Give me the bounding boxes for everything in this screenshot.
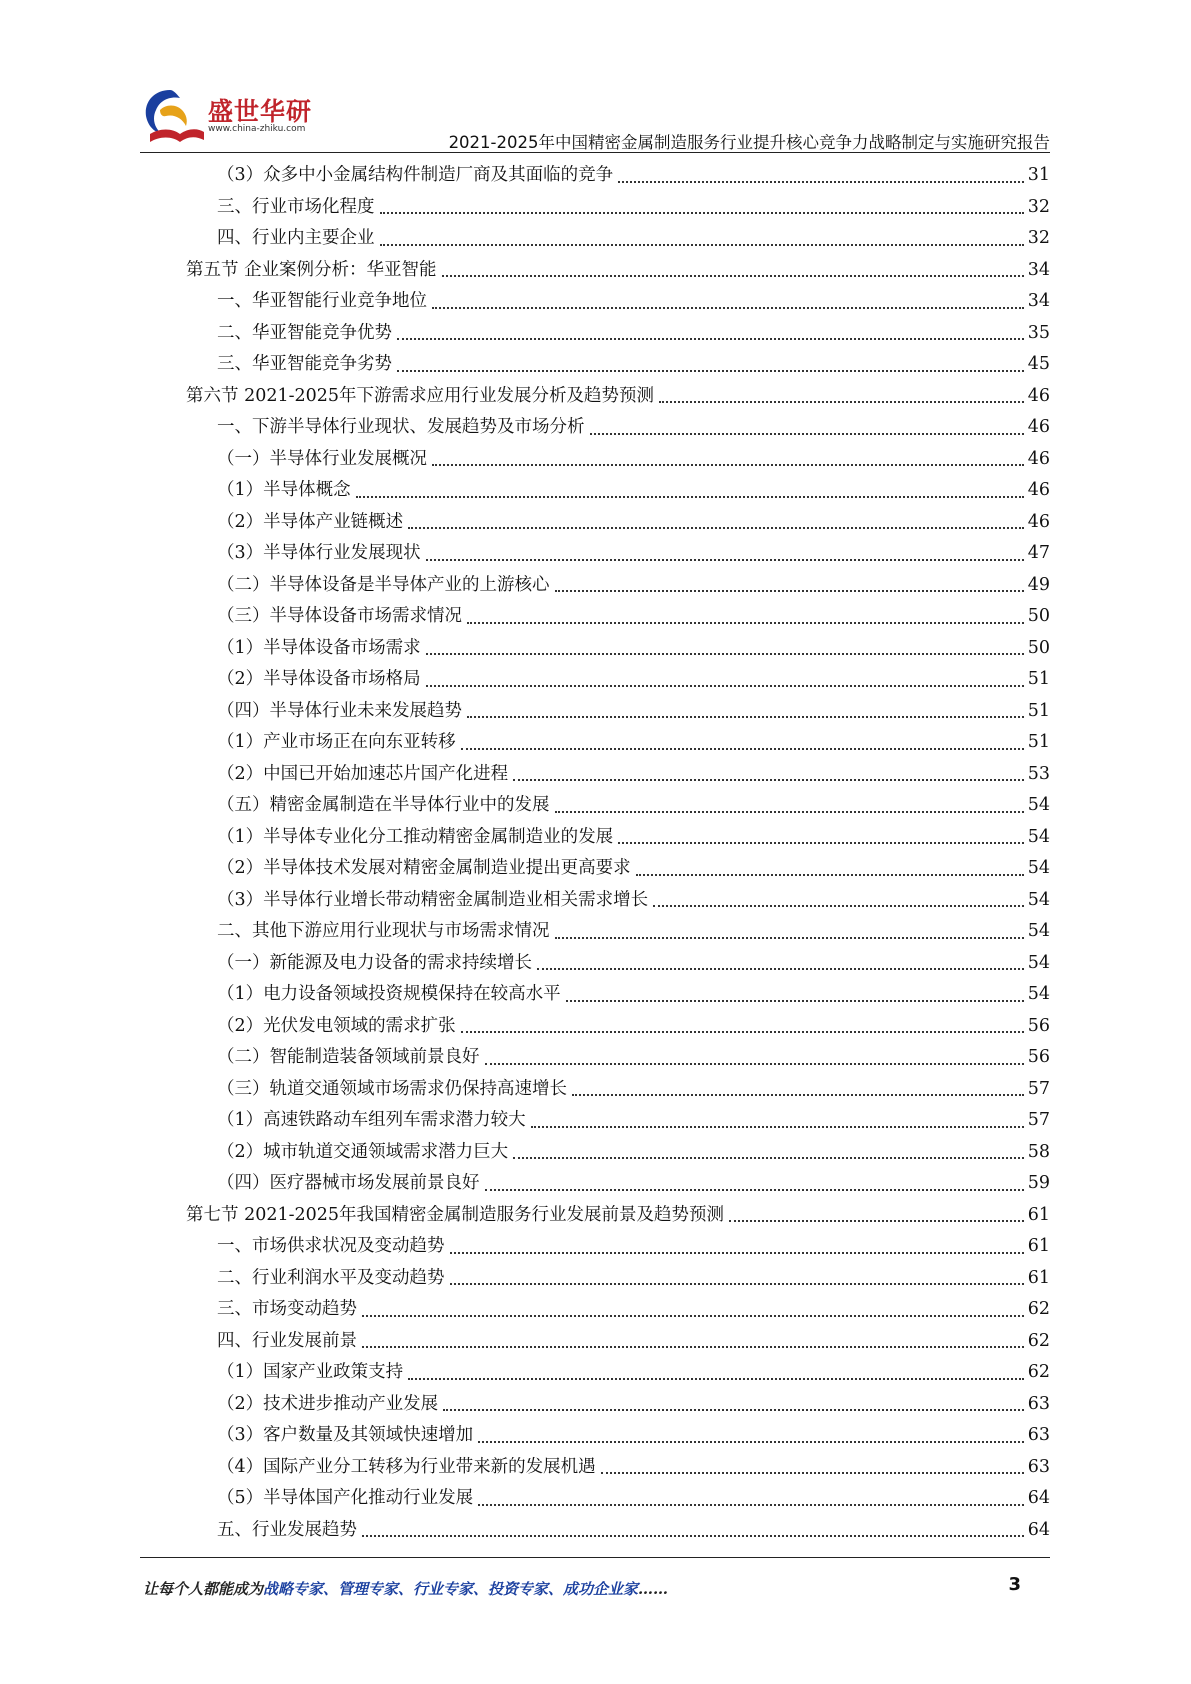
toc-dot-leader xyxy=(450,1252,1024,1254)
toc-entry-title: （1）半导体设备市场需求 xyxy=(217,637,421,658)
toc-entry[interactable] xyxy=(186,1231,1050,1263)
toc-entry-title: （4）国际产业分工转移为行业带来新的发展机遇 xyxy=(217,1456,596,1477)
toc-entry[interactable] xyxy=(186,1420,1050,1452)
toc-entry-page: 63 xyxy=(1027,1456,1050,1477)
toc-entry[interactable] xyxy=(186,1389,1050,1421)
toc-dot-leader xyxy=(397,338,1024,340)
toc-entry[interactable] xyxy=(186,1200,1050,1232)
toc-entry[interactable] xyxy=(186,790,1050,822)
toc-entry-page: 59 xyxy=(1027,1173,1050,1193)
toc-dot-leader xyxy=(467,622,1024,624)
toc-entry-page: 54 xyxy=(1027,826,1050,847)
toc-dot-leader xyxy=(572,1094,1024,1096)
toc-entry-title: （1）国家产业政策支持 xyxy=(217,1362,404,1382)
toc-entry[interactable] xyxy=(186,853,1050,885)
toc-dot-leader xyxy=(555,590,1024,592)
toc-entry[interactable] xyxy=(186,1074,1050,1106)
toc-entry-page: 31 xyxy=(1027,165,1050,185)
toc-entry[interactable] xyxy=(186,1515,1050,1547)
toc-entry[interactable] xyxy=(186,538,1050,570)
toc-entry-title: 三、市场变动趋势 xyxy=(217,1299,357,1319)
toc-dot-leader xyxy=(555,937,1024,939)
toc-entry-page: 63 xyxy=(1027,1425,1050,1445)
toc-dot-leader xyxy=(478,1441,1024,1443)
toc-entry-page: 63 xyxy=(1027,1393,1050,1414)
toc-entry-page: 32 xyxy=(1027,228,1050,248)
toc-entry-page: 53 xyxy=(1027,763,1050,784)
toc-entry-title: （3）半导体行业增长带动精密金属制造业相关需求增长 xyxy=(217,889,649,910)
toc-entry[interactable] xyxy=(186,1294,1050,1326)
footer-divider xyxy=(140,1557,1050,1558)
toc-entry-page: 62 xyxy=(1027,1299,1050,1319)
toc-dot-leader xyxy=(618,181,1024,183)
page-header xyxy=(140,84,1050,154)
toc-dot-leader xyxy=(618,842,1024,844)
toc-dot-leader xyxy=(426,653,1024,655)
toc-entry-title: （2）城市轨道交通领域需求潜力巨大 xyxy=(217,1141,509,1162)
toc-entry-title: （四）半导体行业未来发展趋势 xyxy=(217,700,462,721)
toc-entry[interactable] xyxy=(186,1011,1050,1043)
toc-entry-title: 四、行业发展前景 xyxy=(217,1330,357,1351)
toc-dot-leader xyxy=(426,559,1024,561)
toc-dot-leader xyxy=(636,874,1024,876)
toc-entry[interactable] xyxy=(186,1452,1050,1484)
toc-entry-page: 46 xyxy=(1027,511,1050,532)
toc-dot-leader xyxy=(590,433,1024,435)
toc-entry-title: （1）电力设备领域投资规模保持在较高水平 xyxy=(217,984,561,1004)
toc-entry[interactable] xyxy=(186,916,1050,948)
toc-entry-title: （3）半导体行业发展现状 xyxy=(217,543,421,563)
toc-entry-title: （四）医疗器械市场发展前景良好 xyxy=(217,1173,480,1193)
toc-entry-page: 34 xyxy=(1027,291,1050,311)
toc-entry-page: 51 xyxy=(1027,732,1050,752)
toc-dot-leader xyxy=(467,716,1024,718)
toc-entry-title: （2）半导体设备市场格局 xyxy=(217,669,421,689)
toc-entry-page: 51 xyxy=(1027,669,1050,689)
toc-dot-leader xyxy=(362,1315,1024,1317)
toc-entry-page: 54 xyxy=(1027,984,1050,1004)
toc-entry-title: （2）光伏发电领域的需求扩张 xyxy=(217,1015,456,1036)
toc-dot-leader xyxy=(442,275,1024,277)
toc-entry[interactable] xyxy=(186,286,1050,318)
toc-entry-page: 62 xyxy=(1027,1330,1050,1351)
toc-entry-page: 32 xyxy=(1027,196,1050,217)
toc-entry[interactable] xyxy=(186,1168,1050,1200)
toc-dot-leader xyxy=(478,1504,1024,1506)
toc-entry-page: 61 xyxy=(1027,1267,1050,1288)
toc-entry-page: 56 xyxy=(1027,1047,1050,1067)
toc-dot-leader xyxy=(653,905,1024,907)
slogan-highlight: 战略专家、管理专家、行业专家、投资专家、成功企业家 xyxy=(263,1580,639,1598)
logo-emblem-icon xyxy=(140,84,206,146)
toc-entry[interactable] xyxy=(186,192,1050,224)
toc-entry-title: （一）半导体行业发展概况 xyxy=(217,448,427,469)
toc-entry[interactable] xyxy=(186,727,1050,759)
report-title: 2021-2025年中国精密金属制造服务行业提升核心竞争力战略制定与实施研究报告 xyxy=(448,133,1050,152)
toc-entry-title: 二、行业利润水平及变动趋势 xyxy=(217,1267,445,1288)
toc-entry-page: 58 xyxy=(1027,1141,1050,1162)
toc-entry-title: （1）高速铁路动车组列车需求潜力较大 xyxy=(217,1110,526,1130)
toc-entry-page: 54 xyxy=(1027,889,1050,910)
toc-dot-leader xyxy=(362,1346,1024,1348)
toc-entry-title: （2）中国已开始加速芯片国产化进程 xyxy=(217,763,509,784)
toc-dot-leader xyxy=(537,968,1024,970)
toc-entry[interactable] xyxy=(186,696,1050,728)
toc-entry-page: 64 xyxy=(1027,1488,1050,1508)
toc-dot-leader xyxy=(601,1472,1024,1474)
toc-entry-title: （2）技术进步推动产业发展 xyxy=(217,1393,439,1414)
toc-dot-leader xyxy=(450,1283,1024,1285)
toc-entry-title: （三）半导体设备市场需求情况 xyxy=(217,606,462,626)
toc-entry-title: 三、行业市场化程度 xyxy=(217,196,375,217)
toc-dot-leader xyxy=(432,464,1024,466)
toc-entry[interactable] xyxy=(186,349,1050,381)
logo-url: www.china-zhiku.com xyxy=(208,124,306,134)
toc-dot-leader xyxy=(566,1000,1024,1002)
toc-entry-page: 35 xyxy=(1027,322,1050,343)
toc-entry-title: 四、行业内主要企业 xyxy=(217,228,375,248)
logo-name: 盛世华研 xyxy=(208,97,313,126)
toc-entry[interactable] xyxy=(186,412,1050,444)
toc-entry[interactable] xyxy=(186,885,1050,917)
table-of-contents xyxy=(186,160,1050,1546)
toc-dot-leader xyxy=(443,1409,1024,1411)
header-divider xyxy=(140,152,1050,153)
toc-entry-title: （2）半导体技术发展对精密金属制造业提出更高要求 xyxy=(217,858,631,878)
toc-entry-title: 第五节 企业案例分析：华亚智能 xyxy=(186,259,437,280)
toc-entry-page: 46 xyxy=(1027,417,1050,437)
toc-dot-leader xyxy=(513,1157,1024,1159)
toc-entry-title: （3）客户数量及其领域快速增加 xyxy=(217,1425,474,1445)
toc-dot-leader xyxy=(461,1031,1024,1033)
toc-dot-leader xyxy=(432,307,1024,309)
toc-entry-title: 三、华亚智能竞争劣势 xyxy=(217,354,392,374)
toc-entry-page: 54 xyxy=(1027,952,1050,973)
toc-entry[interactable] xyxy=(186,381,1050,413)
toc-dot-leader xyxy=(485,1063,1024,1065)
toc-entry-page: 34 xyxy=(1027,259,1050,280)
toc-entry-page: 45 xyxy=(1027,354,1050,374)
toc-entry-page: 54 xyxy=(1027,795,1050,815)
company-logo xyxy=(140,84,380,148)
toc-dot-leader xyxy=(555,811,1024,813)
toc-entry-title: 二、其他下游应用行业现状与市场需求情况 xyxy=(217,921,550,941)
toc-entry-page: 57 xyxy=(1027,1078,1050,1099)
toc-entry[interactable] xyxy=(186,1357,1050,1389)
toc-entry-title: 一、下游半导体行业现状、发展趋势及市场分析 xyxy=(217,417,585,437)
toc-dot-leader xyxy=(426,685,1024,687)
toc-entry-title: （2）半导体产业链概述 xyxy=(217,511,404,532)
toc-dot-leader xyxy=(513,779,1024,781)
toc-entry-page: 49 xyxy=(1027,574,1050,595)
toc-entry-page: 54 xyxy=(1027,858,1050,878)
toc-entry-title: 一、市场供求状况及变动趋势 xyxy=(217,1236,445,1256)
toc-entry-page: 61 xyxy=(1027,1236,1050,1256)
page-number: 3 xyxy=(1008,1574,1021,1595)
toc-entry[interactable] xyxy=(186,759,1050,791)
toc-dot-leader xyxy=(485,1189,1024,1191)
toc-dot-leader xyxy=(380,212,1024,214)
toc-entry[interactable] xyxy=(186,1483,1050,1515)
toc-entry[interactable] xyxy=(186,601,1050,633)
toc-entry[interactable] xyxy=(186,160,1050,192)
toc-entry-title: 二、华亚智能竞争优势 xyxy=(217,322,392,343)
toc-entry[interactable] xyxy=(186,223,1050,255)
footer-slogan xyxy=(143,1578,668,1599)
toc-entry[interactable] xyxy=(186,1105,1050,1137)
toc-dot-leader xyxy=(408,527,1024,529)
toc-dot-leader xyxy=(397,370,1024,372)
toc-entry[interactable] xyxy=(186,318,1050,350)
toc-entry-title: 第七节 2021-2025年我国精密金属制造服务行业发展前景及趋势预测 xyxy=(186,1204,725,1225)
toc-entry[interactable] xyxy=(186,633,1050,665)
toc-entry-page: 64 xyxy=(1027,1519,1050,1540)
toc-entry-page: 50 xyxy=(1027,606,1050,626)
toc-entry-page: 47 xyxy=(1027,543,1050,563)
toc-dot-leader xyxy=(356,496,1024,498)
toc-entry-title: （1）产业市场正在向东亚转移 xyxy=(217,732,456,752)
toc-dot-leader xyxy=(531,1126,1024,1128)
toc-entry[interactable] xyxy=(186,570,1050,602)
slogan-suffix: …… xyxy=(638,1580,669,1598)
toc-entry-page: 57 xyxy=(1027,1110,1050,1130)
toc-entry[interactable] xyxy=(186,475,1050,507)
slogan-prefix: 让每个人都能成为 xyxy=(143,1580,264,1598)
toc-entry-page: 54 xyxy=(1027,921,1050,941)
toc-dot-leader xyxy=(408,1378,1024,1380)
toc-entry[interactable] xyxy=(186,444,1050,476)
toc-entry-page: 61 xyxy=(1027,1204,1050,1225)
toc-dot-leader xyxy=(461,748,1024,750)
toc-dot-leader xyxy=(659,401,1024,403)
toc-entry-page: 46 xyxy=(1027,448,1050,469)
toc-entry-title: 第六节 2021-2025年下游需求应用行业发展分析及趋势预测 xyxy=(186,385,655,406)
toc-entry-title: 五、行业发展趋势 xyxy=(217,1519,357,1540)
toc-entry[interactable] xyxy=(186,1137,1050,1169)
toc-entry-title: （一）新能源及电力设备的需求持续增长 xyxy=(217,952,532,973)
toc-entry[interactable] xyxy=(186,1263,1050,1295)
toc-dot-leader xyxy=(729,1220,1024,1222)
toc-entry-title: （二）智能制造装备领域前景良好 xyxy=(217,1047,480,1067)
toc-entry[interactable] xyxy=(186,507,1050,539)
toc-entry-page: 56 xyxy=(1027,1015,1050,1036)
toc-entry[interactable] xyxy=(186,948,1050,980)
toc-entry-page: 46 xyxy=(1027,385,1050,406)
toc-entry[interactable] xyxy=(186,1042,1050,1074)
toc-entry[interactable] xyxy=(186,1326,1050,1358)
toc-entry-title: （三）轨道交通领域市场需求仍保持高速增长 xyxy=(217,1078,567,1099)
toc-entry-title: 一、华亚智能行业竞争地位 xyxy=(217,291,427,311)
toc-entry-title: （5）半导体国产化推动行业发展 xyxy=(217,1488,474,1508)
toc-entry-page: 62 xyxy=(1027,1362,1050,1382)
toc-entry-title: （1）半导体专业化分工推动精密金属制造业的发展 xyxy=(217,826,614,847)
toc-dot-leader xyxy=(380,244,1024,246)
toc-entry-page: 50 xyxy=(1027,637,1050,658)
toc-entry-title: （1）半导体概念 xyxy=(217,480,351,500)
toc-entry[interactable] xyxy=(186,255,1050,287)
toc-entry[interactable] xyxy=(186,822,1050,854)
toc-entry-page: 51 xyxy=(1027,700,1050,721)
toc-entry-title: （3）众多中小金属结构件制造厂商及其面临的竞争 xyxy=(217,165,614,185)
toc-entry[interactable] xyxy=(186,979,1050,1011)
toc-entry-title: （五）精密金属制造在半导体行业中的发展 xyxy=(217,795,550,815)
toc-entry[interactable] xyxy=(186,664,1050,696)
toc-entry-page: 46 xyxy=(1027,480,1050,500)
toc-dot-leader xyxy=(362,1535,1024,1537)
toc-entry-title: （二）半导体设备是半导体产业的上游核心 xyxy=(217,574,550,595)
